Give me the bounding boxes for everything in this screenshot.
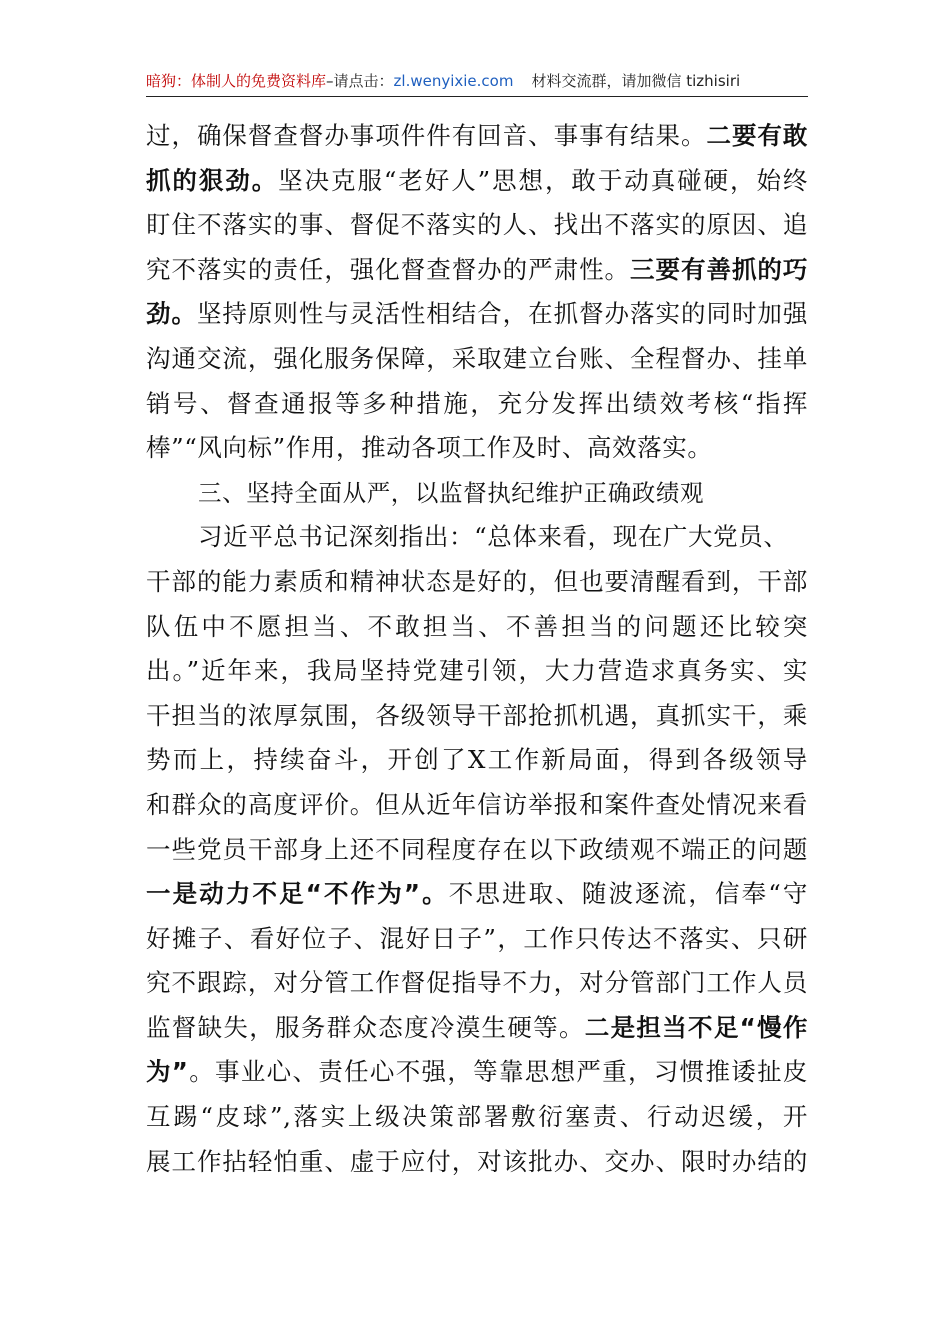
text-line: 销号、督查通报等多种措施，充分发挥出绩效考核“指挥	[146, 388, 808, 418]
text-line: 棒”“风向标”作用，推动各项工作及时、高效落实。	[146, 433, 713, 463]
text-line: 监督缺失，服务群众态度冷漠生硬等。二是担当不足“慢作	[146, 1012, 808, 1042]
text-line: 一些党员干部身上还不同程度存在以下政绩观不端正的问题	[146, 834, 808, 864]
text-line: 沟通交流，强化服务保障，采取建立台账、全程督办、挂单	[146, 343, 808, 373]
text-line: 过，确保督查督办事项件件有回音、事事有结果。二要有敢	[146, 121, 808, 150]
text-line: 为”。事业心、责任心不强，等靠思想严重，习惯推诿扯皮	[146, 1057, 808, 1087]
header-click-prompt: –请点击：	[326, 72, 394, 90]
text-line: 劲。坚持原则性与灵活性相结合，在抓督办落实的同时加强	[146, 299, 808, 329]
header-url-link[interactable]: zl.wenyixie.com	[393, 72, 514, 90]
text-line: 干担当的浓厚氛围，各级领导干部抢抓机遇，真抓实干，乘	[146, 700, 808, 730]
text-line: 抓的狠劲。坚决克服“老好人”思想，敢于动真碰硬，始终	[146, 165, 808, 195]
text-line: 盯住不落实的事、督促不落实的人、找出不落实的原因、追	[146, 210, 808, 240]
section-heading: 三、坚持全面从严，以监督执纪维护正确政绩观	[198, 478, 705, 507]
document-body	[146, 114, 808, 1184]
page-header	[146, 68, 808, 97]
text-line: 展工作拈轻怕重、虚于应付，对该批办、交办、限时办结的	[146, 1146, 808, 1176]
text-line: 队伍中不愿担当、不敢担当、不善担当的问题还比较突	[146, 611, 808, 641]
header-wechat-note: 材料交流群，请加微信 tizhisiri	[531, 72, 741, 90]
text-line: 习近平总书记深刻指出：“总体来看，现在广大党员、	[198, 522, 789, 552]
text-line: 好摊子、看好位子、混好日子”，工作只传达不落实、只研	[146, 923, 808, 953]
text-line: 一是动力不足“不作为”。不思进取、随波逐流，信奉“守	[146, 879, 808, 909]
text-line: 干部的能力素质和精神状态是好的，但也要清醒看到，干部	[146, 566, 808, 596]
text-line: 势而上，持续奋斗，开创了X工作新局面，得到各级领导	[146, 745, 808, 775]
text-line: 出。”近年来，我局坚持党建引领，大力营造求真务实、实	[146, 656, 808, 686]
text-line: 究不落实的责任，强化督查督办的严肃性。三要有善抓的巧	[146, 254, 808, 284]
header-site-name: 暗狗：体制人的免费资料库	[146, 72, 327, 90]
text-line: 互踢“皮球”,落实上级决策部署敷衍塞责、行动迟缓，开	[146, 1102, 808, 1132]
text-line: 究不跟踪，对分管工作督促指导不力，对分管部门工作人员	[146, 968, 808, 998]
text-line: 和群众的高度评价。但从近年信访举报和案件查处情况来看	[146, 789, 808, 819]
